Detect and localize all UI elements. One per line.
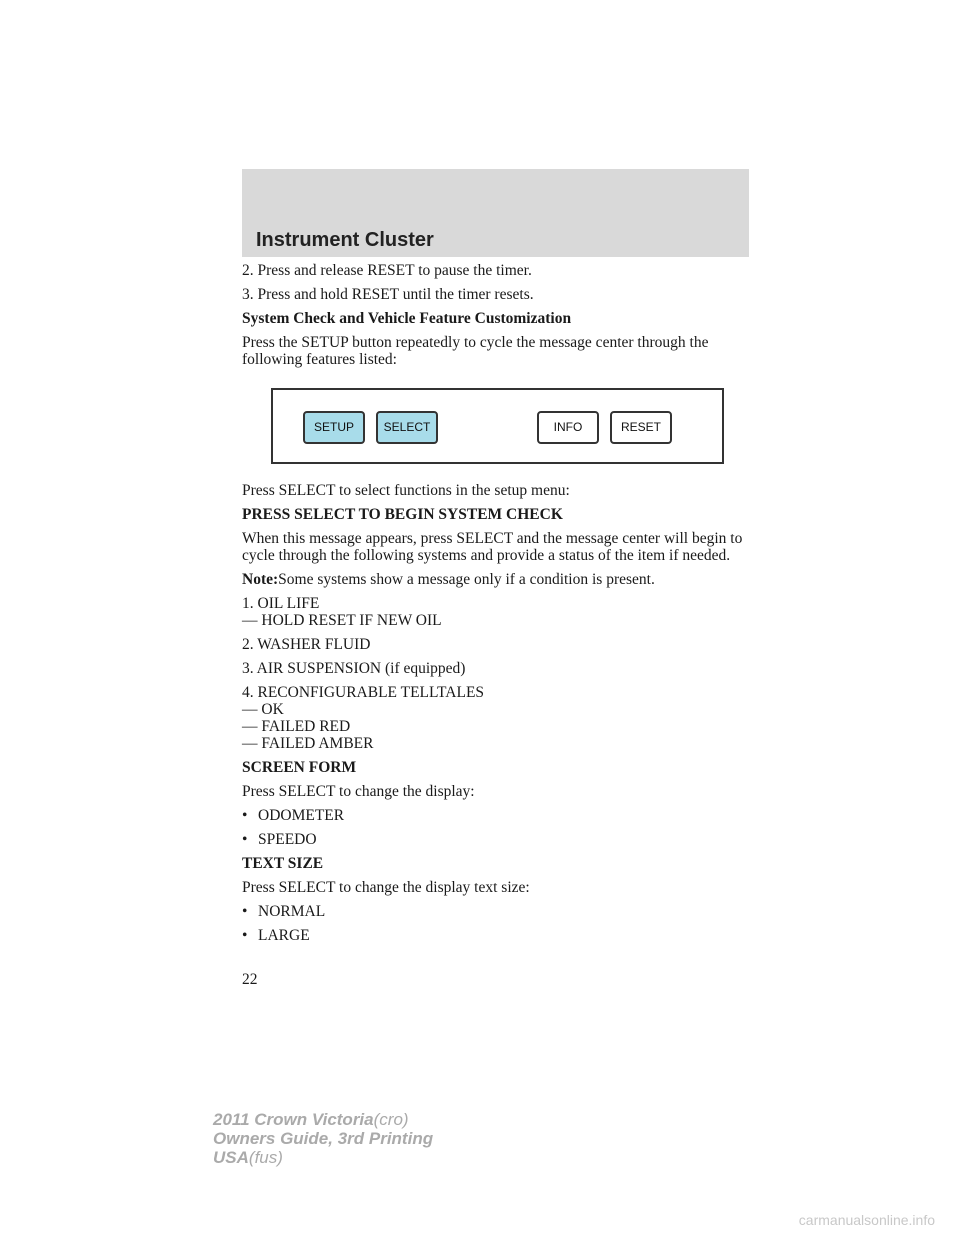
oil-life-substatus: — HOLD RESET IF NEW OIL bbox=[242, 612, 442, 629]
oil-life-label: 1. OIL LIFE bbox=[242, 595, 320, 612]
list-item-air-suspension: 3. AIR SUSPENSION (if equipped) bbox=[242, 660, 466, 677]
list-item-telltales bbox=[242, 684, 762, 752]
telltales-ok: — OK bbox=[242, 701, 284, 718]
bullet-text: SPEEDO bbox=[258, 831, 317, 848]
system-check-heading: System Check and Vehicle Feature Customization bbox=[242, 310, 572, 327]
bullet-icon: • bbox=[242, 831, 248, 848]
list-item bbox=[242, 927, 762, 944]
page-content bbox=[242, 262, 762, 951]
telltales-failed-amber: — FAILED AMBER bbox=[242, 735, 374, 752]
footer-market: USA bbox=[213, 1148, 249, 1167]
footer-model-code: (cro) bbox=[373, 1110, 409, 1129]
footer-market-code: (fus) bbox=[248, 1148, 283, 1167]
intro-step-3: 3. Press and hold RESET until the timer resets. bbox=[242, 286, 534, 303]
select-paragraph: Press SELECT to select functions in the setup menu: bbox=[242, 482, 570, 499]
list-item bbox=[242, 807, 762, 824]
bullet-icon: • bbox=[242, 807, 248, 824]
reset-button: RESET bbox=[610, 411, 672, 444]
note-text: Some systems show a message only if a condition is present. bbox=[278, 571, 655, 588]
document-footer bbox=[213, 1110, 433, 1167]
screen-form-text: Press SELECT to change the display: bbox=[242, 783, 475, 800]
list-item bbox=[242, 903, 762, 920]
note-paragraph bbox=[242, 571, 762, 588]
intro-step-2: 2. Press and release RESET to pause the timer. bbox=[242, 262, 532, 279]
list-item bbox=[242, 831, 762, 848]
press-select-heading: PRESS SELECT TO BEGIN SYSTEM CHECK bbox=[242, 506, 563, 523]
list-item-washer-fluid: 2. WASHER FLUID bbox=[242, 636, 371, 653]
note-label: Note: bbox=[242, 571, 279, 588]
footer-printing: Owners Guide, 3rd Printing bbox=[213, 1129, 434, 1148]
when-paragraph: When this message appears, press SELECT and the message center will begin to cycle through the following systems and provide a status of the item if needed. bbox=[242, 530, 743, 564]
bullet-text: LARGE bbox=[258, 927, 310, 944]
message-center-button-panel bbox=[271, 388, 724, 464]
watermark-link[interactable]: carmanualsonline.info bbox=[798, 1212, 935, 1228]
page-number: 22 bbox=[242, 971, 258, 988]
select-button: SELECT bbox=[376, 411, 438, 444]
setup-button: SETUP bbox=[303, 411, 365, 444]
section-header-band bbox=[242, 169, 749, 257]
setup-paragraph: Press the SETUP button repeatedly to cycle the message center through the following features listed: bbox=[242, 334, 709, 368]
bullet-text: NORMAL bbox=[258, 903, 326, 920]
bullet-text: ODOMETER bbox=[258, 807, 345, 824]
info-button: INFO bbox=[537, 411, 599, 444]
section-title: Instrument Cluster bbox=[256, 229, 434, 251]
footer-model: 2011 Crown Victoria bbox=[213, 1110, 374, 1129]
telltales-failed-red: — FAILED RED bbox=[242, 718, 351, 735]
text-size-text: Press SELECT to change the display text size: bbox=[242, 879, 530, 896]
telltales-label: 4. RECONFIGURABLE TELLTALES bbox=[242, 684, 485, 701]
bullet-icon: • bbox=[242, 927, 248, 944]
screen-form-heading: SCREEN FORM bbox=[242, 759, 357, 776]
text-size-heading: TEXT SIZE bbox=[242, 855, 324, 872]
list-item-oil-life bbox=[242, 595, 762, 629]
bullet-icon: • bbox=[242, 903, 248, 920]
